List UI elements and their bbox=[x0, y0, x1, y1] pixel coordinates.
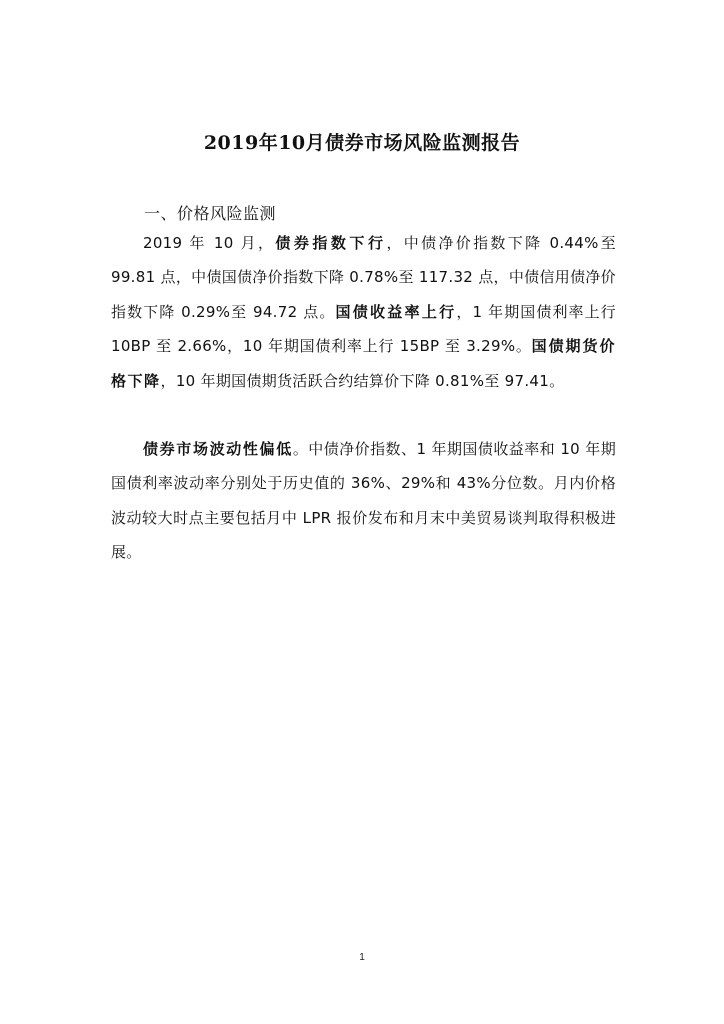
page-number: 1 bbox=[359, 952, 365, 963]
document-title: 2019年10月债券市场风险监测报告 bbox=[203, 132, 521, 154]
paragraph-text: 2019 年 10 月， bbox=[143, 234, 276, 252]
bold-phrase-bond-index-decline: 债券指数下行 bbox=[275, 234, 387, 252]
section-heading: 一、价格风险监测 bbox=[144, 204, 277, 223]
paragraph-price-monitoring bbox=[111, 226, 616, 398]
paragraph-text: ，中债净价指数下降 0.44%至 99.81 点，中债国债净价指数下降 0.78%至 117.32 点，中债信用债净价指数下降 0.29%至 94.72 点。 bbox=[111, 234, 616, 321]
paragraph-text: 。中债净价指数、1 年期国债收益率和 10 年期国债利率波动率分别处于历史值的 36%、29%和 43%分位数。月内价格波动较大时点主要包括月中 LPR 报价发布和月末中美贸易谈判取得积极进展。 bbox=[111, 440, 616, 562]
bold-phrase-low-volatility: 债券市场波动性偏低 bbox=[143, 440, 293, 458]
bold-phrase-treasury-yield-rise: 国债收益率上行 bbox=[335, 302, 457, 321]
paragraph-text: ，10 年期国债期货活跃合约结算价下降 0.81%至 97.41。 bbox=[160, 371, 565, 390]
paragraph-text: ，1 年期国债利率上行 10BP 至 2.66%，10 年期国债利率上行 15BP 至 3.29%。 bbox=[111, 302, 616, 356]
bold-phrase-treasury-futures-decline: 国债期货价格下降 bbox=[111, 337, 616, 390]
paragraph-volatility bbox=[111, 432, 616, 570]
